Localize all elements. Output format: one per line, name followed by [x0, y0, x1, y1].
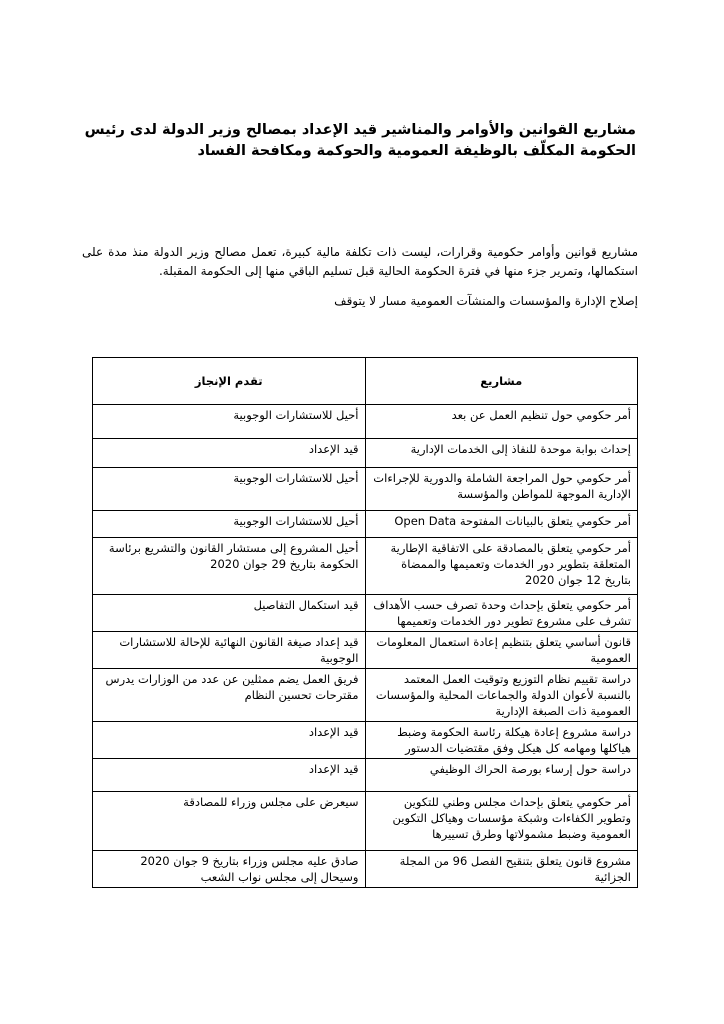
- project-cell: إحداث بوابة موحدة للنفاذ إلى الخدمات الإدارية: [365, 439, 638, 468]
- table-row: [93, 405, 638, 439]
- progress-cell: صادق عليه مجلس وزراء بتاريخ 9 جوان 2020 وسيحال إلى مجلس نواب الشعب: [93, 851, 366, 888]
- project-cell: أمر حكومي يتعلق بالبيانات المفتوحة Open Data: [365, 511, 638, 538]
- table-row: [93, 669, 638, 722]
- table-row: [93, 595, 638, 632]
- progress-cell: فريق العمل يضم ممثلين عن عدد من الوزارات يدرس مقترحات تحسين النظام: [93, 669, 366, 722]
- table-row: [93, 511, 638, 538]
- table-header-row: [93, 358, 638, 405]
- table-row: [93, 851, 638, 888]
- table-row: [93, 759, 638, 792]
- project-cell: دراسة مشروع إعادة هيكلة رئاسة الحكومة وضبط هياكلها ومهامه كل هيكل وفق مقتضيات الدستور: [365, 722, 638, 759]
- project-cell: أمر حكومي حول تنظيم العمل عن بعد: [365, 405, 638, 439]
- project-cell: دراسة حول إرساء بورصة الحراك الوظيفي: [365, 759, 638, 792]
- table-row: [93, 632, 638, 669]
- progress-cell: قيد الإعداد: [93, 439, 366, 468]
- table-row: [93, 538, 638, 595]
- project-cell: أمر حكومي يتعلق بإحداث وحدة تصرف حسب الأهداف تشرف على مشروع تطوير دور الخدمات وتعميمها: [365, 595, 638, 632]
- project-cell: قانون أساسي يتعلق بتنظيم إعادة استعمال المعلومات العمومية: [365, 632, 638, 669]
- progress-cell: أحيل للاستشارات الوجوبية: [93, 405, 366, 439]
- project-cell: أمر حكومي يتعلق بالمصادقة على الاتفاقية الإطارية المتعلقة بتطوير دور الخدمات وتعميمها والممضاة بتاريخ 12 جوان 2020: [365, 538, 638, 595]
- table-row: [93, 468, 638, 511]
- project-cell: مشروع قانون يتعلق بتنقيح الفصل 96 من المجلة الجزائية: [365, 851, 638, 888]
- projects-table: [92, 357, 638, 888]
- progress-cell: سيعرض على مجلس وزراء للمصادقة: [93, 792, 366, 851]
- progress-cell: قيد الإعداد: [93, 722, 366, 759]
- progress-cell: أحيل للاستشارات الوجوبية: [93, 468, 366, 511]
- document-title: مشاريع القوانين والأوامر والمناشير قيد الإعداد بمصالح وزير الدولة لدى رئيس الحكومة المكلّف بالوظيفة العمومية والحوكمة ومكافحة الفساد: [84, 122, 636, 159]
- table-row: [93, 792, 638, 851]
- header-projects: مشاريع: [365, 358, 638, 405]
- progress-cell: قيد الإعداد: [93, 759, 366, 792]
- table-row: [93, 439, 638, 468]
- project-cell: دراسة تقييم نظام التوزيع وتوقيت العمل المعتمد بالنسبة لأعوان الدولة والجماعات المحلية والمؤسسات العمومية ذات الصبغة الإدارية: [365, 669, 638, 722]
- table-row: [93, 722, 638, 759]
- intro-paragraph: مشاريع قوانين وأوامر حكومية وقرارات، ليست ذات تكلفة مالية كبيرة، تعمل مصالح وزير الدولة منذ مدة على استكمالها، وتمرير جزء منها في فترة الحكومة الحالية قبل تسليم الباقي منها إلى الحكومة المقبلة.: [82, 245, 638, 278]
- progress-cell: أحيل المشروع إلى مستشار القانون والتشريع برئاسة الحكومة بتاريخ 29 جوان 2020: [93, 538, 366, 595]
- header-progress: تقدم الإنجاز: [93, 358, 366, 405]
- project-cell: أمر حكومي يتعلق بإحداث مجلس وطني للتكوين وتطوير الكفاءات وشبكة مؤسسات وهياكل التكوين العمومية وضبط مشمولاتها وطرق تسييرها: [365, 792, 638, 851]
- project-cell: أمر حكومي حول المراجعة الشاملة والدورية للإجراءات الإدارية الموجهة للمواطن والمؤسسة: [365, 468, 638, 511]
- progress-cell: قيد استكمال التفاصيل: [93, 595, 366, 632]
- progress-cell: قيد إعداد صيغة القانون النهائية للإحالة للاستشارات الوجوبية: [93, 632, 366, 669]
- progress-cell: أحيل للاستشارات الوجوبية: [93, 511, 366, 538]
- section-subheading: إصلاح الإدارة والمؤسسات والمنشآت العمومية مسار لا يتوقف: [334, 294, 638, 308]
